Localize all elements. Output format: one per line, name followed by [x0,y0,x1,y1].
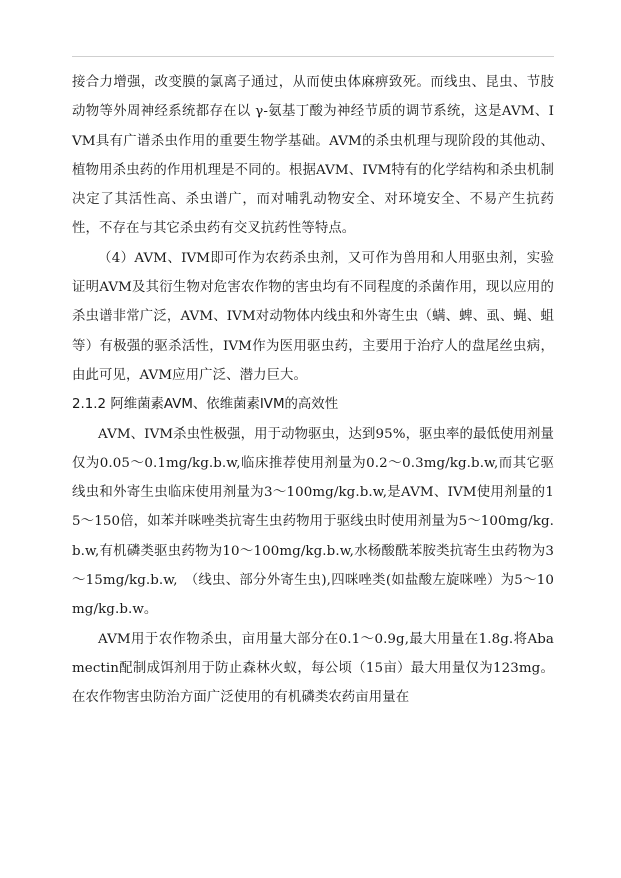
header-rule [72,56,554,57]
paragraph-dosage: AVM、IVM杀虫性极强，用于动物驱虫，达到95%，驱虫率的最低使用剂量仅为0.05～0.1mg/kg.b.w,临床推荐使用剂量为0.2～0.3mg/kg.b.w,而其它驱线虫和外寄生虫临床使用剂量为3～100mg/kg.b.w,是AVM、IVM使用剂量的15～150倍，如苯并咪唑类抗寄生虫药物用于驱线虫时使用剂量为5～100mg/kg.b.w,有机磷类驱虫药物为10～100mg/kg.b.w,水杨酸酰苯胺类抗寄生虫药物为3～15mg/kg.b.w, （线虫、部分外寄生虫),四咪唑类(如盐酸左旋咪唑）为5～10mg/kg.b.w。 [72,426,554,618]
paragraph-crop-usage: AVM用于农作物杀虫，亩用量大部分在0.1～0.9g,最大用量在1.8g.将Abamectin配制成饵剂用于防止森林火蚁，每公顷（15亩）最大用量仅为123mg。在农作物害虫防治方面广泛使用的有机磷类农药亩用量在 [72,631,554,706]
paragraph-applications: （4）AVM、IVM即可作为农药杀虫剂，又可作为兽用和人用驱虫剂，实验证明AVM及其衍生物对危害农作物的害虫均有不同程度的杀菌作用，现以应用的杀虫谱非常广泛，AVM、IVM对动物体内线虫和外寄生虫（螨、蜱、虱、蝇、蛆等）有极强的驱杀活性，IVM作为医用驱虫药，主要用于治疗人的盘尾丝虫病，由此可见，AVM应用广泛、潜力巨大。 [72,250,554,383]
document-body [72,68,554,713]
paragraph-mechanism: 接合力增强，改变膜的氯离子通过，从而使虫体麻痹致死。而线虫、昆虫、节肢动物等外周神经系统都存在以 γ-氨基丁酸为神经节质的调节系统，这是AVM、IVM具有广谱杀虫作用的重要生物学基础。AVM的杀虫机理与现阶段的其他动、植物用杀虫药的作用机理是不同的。根据AVM、IVM特有的化学结构和杀虫机制决定了其活性高、杀虫谱广，而对哺乳动物安全、对环境安全、不易产生抗药性，不存在与其它杀虫药有交叉抗药性等特点。 [72,75,554,237]
section-heading: 2.1.2 阿维菌素AVM、依维菌素IVM的高效性 [72,397,339,413]
